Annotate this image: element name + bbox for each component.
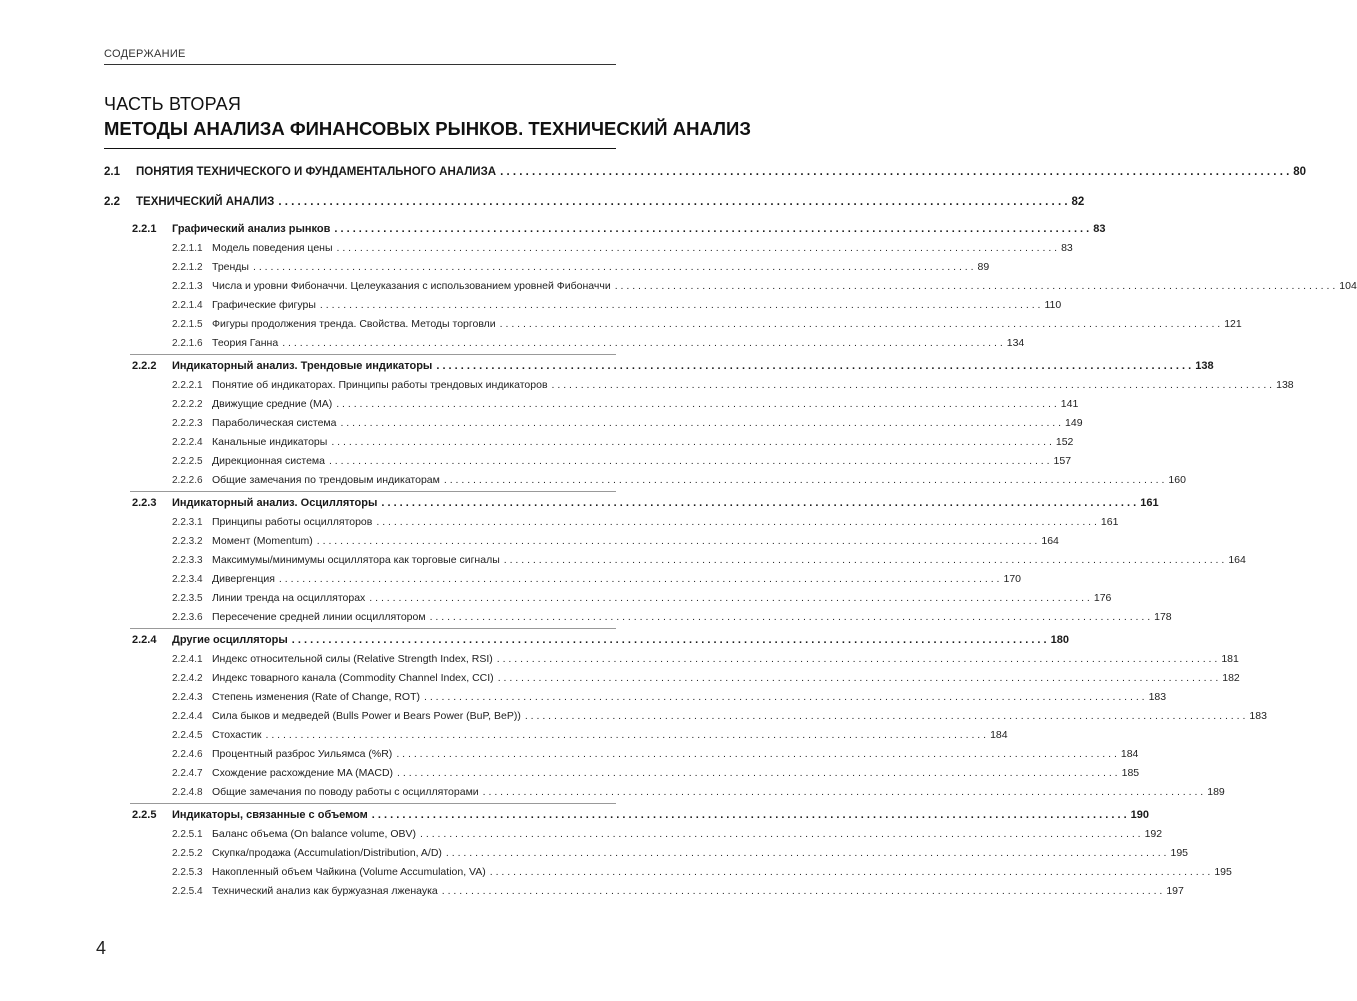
toc-title: Общие замечания по трендовым индикаторам	[212, 474, 440, 486]
toc-page: 164	[1041, 535, 1059, 547]
toc-entry-2-2-3-5[interactable]	[172, 592, 1112, 608]
toc-leader	[552, 379, 1273, 391]
toc-title: Общие замечания по поводу работы с осцилляторами	[212, 786, 479, 798]
toc-page: 152	[1055, 436, 1074, 448]
toc-title: Пересечение средней линии осциллятором	[212, 611, 426, 623]
toc-leader	[266, 729, 987, 741]
toc-title: Теория Ганна	[212, 337, 279, 349]
toc-page: 160	[1168, 474, 1186, 486]
page-number: 4	[96, 938, 107, 958]
toc-title: Сила быков и медведей (Bulls Power и Bears Power (BuP, BeP))	[212, 710, 521, 722]
toc-title: Другие осцилляторы	[172, 634, 288, 646]
toc-title: Графический анализ рынков	[172, 223, 331, 235]
toc-number: 2.2.1.6	[172, 338, 203, 349]
toc-number: 2.2.3.5	[172, 593, 203, 604]
toc-number: 2.2.1.1	[172, 243, 203, 254]
toc-page: 134	[1006, 337, 1025, 349]
toc-leader	[500, 166, 1289, 178]
toc-leader	[444, 474, 1165, 486]
toc-title: ТЕХНИЧЕСКИЙ АНАЛИЗ	[136, 196, 275, 208]
toc-title: Индикаторный анализ. Осцилляторы	[172, 497, 378, 509]
toc-entry-2-2-4-3[interactable]	[172, 691, 1167, 707]
toc-entry-2-2-1-1[interactable]	[172, 242, 1073, 258]
toc-title: Индикаторный анализ. Трендовые индикаторы	[172, 360, 433, 372]
toc-entry-2-2-4-2[interactable]	[172, 672, 1240, 688]
toc-leader	[446, 847, 1167, 859]
toc-entry-2-2-1-5[interactable]	[172, 318, 1242, 334]
toc-title: Дивергенция	[212, 573, 275, 585]
toc-number: 2.2.4.2	[172, 673, 203, 684]
toc-number: 2.2.4.3	[172, 692, 203, 703]
toc-leader	[397, 767, 1118, 779]
toc-leader	[442, 885, 1163, 897]
toc-page: 181	[1221, 653, 1239, 665]
toc-number: 2.2.3.1	[172, 517, 203, 528]
toc-page: 183	[1148, 691, 1167, 703]
toc-entry-2-2-1-6[interactable]	[172, 337, 1025, 353]
header-rule	[104, 64, 616, 65]
running-header: СОДЕРЖАНИЕ	[104, 48, 186, 60]
toc-page: 182	[1222, 672, 1240, 684]
toc-page: 184	[1120, 748, 1139, 760]
toc-entry-2-2-2[interactable]	[132, 360, 1214, 376]
toc-number: 2.2.2.5	[172, 456, 203, 467]
toc-number: 2.2.4.7	[172, 768, 203, 779]
toc-page: 83	[1061, 242, 1073, 254]
toc-number: 2.2.4.6	[172, 749, 203, 760]
toc-page: 149	[1065, 417, 1083, 429]
toc-title: Индекс товарного канала (Commodity Channel Index, CCI)	[212, 672, 494, 684]
toc-number: 2.2.3.2	[172, 536, 203, 547]
toc-number: 2.2.4.4	[172, 711, 203, 722]
toc-page: 195	[1170, 847, 1189, 859]
group-separator	[130, 491, 616, 492]
toc-page: 104	[1339, 280, 1357, 292]
toc-entry-2-2-5-1[interactable]	[172, 828, 1163, 844]
toc-leader	[253, 261, 974, 273]
toc-leader	[483, 786, 1204, 798]
toc-entry-2-2-2-5[interactable]	[172, 455, 1072, 471]
toc-number: 2.2.3.4	[172, 574, 203, 585]
toc-page: 82	[1071, 196, 1085, 208]
toc-page: 192	[1144, 828, 1163, 840]
toc-entry-2-2-3-4[interactable]	[172, 573, 1022, 589]
toc-entry-2-2-2-3[interactable]	[172, 417, 1083, 433]
toc-number: 2.2.1	[132, 223, 157, 235]
toc-entry-2-2-1-3[interactable]	[172, 280, 1357, 296]
toc-entry-2-2-4-4[interactable]	[172, 710, 1267, 726]
toc-title: Тренды	[212, 261, 249, 273]
toc-entry-2-2-4[interactable]	[132, 634, 1069, 650]
toc-number: 2.2.2.3	[172, 418, 203, 429]
toc-leader	[317, 535, 1038, 547]
toc-entry-2-2-5-4[interactable]	[172, 885, 1184, 901]
toc-page: 138	[1195, 360, 1214, 372]
toc-number: 2.2.5.3	[172, 867, 203, 878]
toc-number: 2.2.2	[132, 360, 157, 372]
toc-title: Индикаторы, связанные с объемом	[172, 809, 368, 821]
toc-page: 121	[1224, 318, 1242, 330]
toc-number: 2.2	[104, 196, 120, 208]
toc-leader	[615, 280, 1336, 292]
toc-entry-2-2-2-6[interactable]	[172, 474, 1186, 490]
toc-leader	[525, 710, 1246, 722]
toc-leader	[331, 436, 1052, 448]
toc-title: Процентный разброс Уильямса (%R)	[212, 748, 393, 760]
toc-leader	[292, 634, 1047, 646]
toc-entry-2-1[interactable]	[104, 166, 1307, 182]
toc-page: 185	[1121, 767, 1140, 779]
toc-title: Модель поведения цены	[212, 242, 333, 254]
toc-page: 178	[1154, 611, 1172, 623]
title-rule	[104, 148, 616, 149]
toc-number: 2.2.1.2	[172, 262, 203, 273]
toc-page: 89	[977, 261, 990, 273]
toc-title: Накопленный объем Чайкина (Volume Accumulation, VA)	[212, 866, 486, 878]
toc-page: 176	[1093, 592, 1112, 604]
toc-number: 2.2.2.2	[172, 399, 203, 410]
toc-page: 80	[1293, 166, 1307, 178]
toc-title: Индекс относительной силы (Relative Strength Index, RSI)	[212, 653, 493, 665]
toc-leader	[340, 417, 1061, 429]
toc-title: Графические фигуры	[212, 299, 316, 311]
toc-leader	[329, 455, 1050, 467]
toc-leader	[337, 242, 1058, 254]
toc-entry-2-2-3-2[interactable]	[172, 535, 1059, 551]
toc-page: 138	[1276, 379, 1294, 391]
toc-leader	[420, 828, 1141, 840]
toc-number: 2.2.1.5	[172, 319, 203, 330]
toc-entry-2-2-3-3[interactable]	[172, 554, 1246, 570]
toc-number: 2.2.1.4	[172, 300, 203, 311]
toc-entry-2-2-4-1[interactable]	[172, 653, 1239, 669]
toc-number: 2.2.2.6	[172, 475, 203, 486]
toc-leader	[381, 497, 1136, 509]
toc-number: 2.2.4.1	[172, 654, 203, 665]
toc-number: 2.2.4.8	[172, 787, 203, 798]
part-label: ЧАСТЬ ВТОРАЯ	[104, 94, 242, 114]
toc-title: Максимумы/минимумы осциллятора как торговые сигналы	[212, 554, 500, 566]
group-separator	[130, 354, 616, 355]
toc-leader	[497, 653, 1218, 665]
toc-title: Момент (Momentum)	[212, 535, 313, 547]
toc-page: 141	[1060, 398, 1079, 410]
toc-entry-2-2-1-2[interactable]	[172, 261, 990, 277]
group-separator	[130, 803, 616, 804]
toc-leader	[334, 223, 1089, 235]
toc-entry-2-2-5-2[interactable]	[172, 847, 1189, 863]
toc-entry-2-2-4-5[interactable]	[172, 729, 1008, 745]
toc-number: 2.2.1.3	[172, 281, 203, 292]
toc-entry-2-2-1-4[interactable]	[172, 299, 1062, 315]
toc-title: ПОНЯТИЯ ТЕХНИЧЕСКОГО И ФУНДАМЕНТАЛЬНОГО АНАЛИЗА	[136, 166, 497, 178]
toc-leader	[424, 691, 1145, 703]
toc-page: 197	[1166, 885, 1184, 897]
toc-title: Стохастик	[212, 729, 262, 741]
toc-page: 189	[1207, 786, 1225, 798]
toc-number: 2.1	[104, 166, 120, 178]
toc-number: 2.2.2.4	[172, 437, 203, 448]
toc-entry-2-2-3[interactable]	[132, 497, 1159, 513]
toc-title: Схождение расхождение MA (MACD)	[212, 767, 394, 779]
toc-title: Фигуры продолжения тренда. Свойства. Методы торговли	[212, 318, 496, 330]
toc-title: Линии тренда на осцилляторах	[212, 592, 366, 604]
toc-leader	[490, 866, 1211, 878]
toc-page: 110	[1044, 299, 1062, 311]
toc-number: 2.2.5.4	[172, 886, 203, 897]
toc-entry-2-2-2-4[interactable]	[172, 436, 1074, 452]
toc-number: 2.2.3.6	[172, 612, 203, 623]
toc-entry-2-2-4-6[interactable]	[172, 748, 1139, 764]
toc-leader	[278, 196, 1067, 208]
toc-leader	[430, 611, 1151, 623]
toc-title: Скупка/продажа (Accumulation/Distribution, A/D)	[212, 847, 442, 859]
toc-leader	[376, 516, 1097, 528]
toc-title: Движущие средние (MA)	[212, 398, 333, 410]
toc-title: Принципы работы осцилляторов	[212, 516, 373, 528]
toc-number: 2.2.5.1	[172, 829, 203, 840]
toc-title: Дирекционная система	[212, 455, 325, 467]
toc-leader	[500, 318, 1221, 330]
toc-number: 2.2.3	[132, 497, 157, 509]
toc-entry-2-2-2-1[interactable]	[172, 379, 1294, 395]
toc-entry-2-2[interactable]	[104, 196, 1085, 212]
toc-entry-2-2-3-6[interactable]	[172, 611, 1172, 627]
toc-number: 2.2.4.5	[172, 730, 203, 741]
toc-title: Баланс объема (On balance volume, OBV)	[212, 828, 417, 840]
toc-entry-2-2-1[interactable]	[132, 223, 1106, 239]
toc-page: 183	[1249, 710, 1267, 722]
toc-leader	[336, 398, 1057, 410]
toc-page: 184	[990, 729, 1008, 741]
toc-title: Канальные индикаторы	[212, 436, 328, 448]
toc-number: 2.2.5	[132, 809, 157, 821]
toc-page: 195	[1214, 866, 1232, 878]
toc-page: 190	[1130, 809, 1150, 821]
toc-page: 83	[1093, 223, 1106, 235]
toc-leader	[498, 672, 1219, 684]
toc-leader	[320, 299, 1041, 311]
toc-page: 157	[1053, 455, 1072, 467]
toc-entry-2-2-2-2[interactable]	[172, 398, 1079, 414]
toc-entry-2-2-4-7[interactable]	[172, 767, 1140, 783]
toc-title: Степень изменения (Rate of Change, ROT)	[212, 691, 421, 703]
toc-number: 2.2.5.2	[172, 848, 203, 859]
toc-page: 161	[1100, 516, 1119, 528]
toc-entry-2-2-3-1[interactable]	[172, 516, 1119, 532]
toc-title: Параболическая система	[212, 417, 337, 429]
toc-number: 2.2.3.3	[172, 555, 203, 566]
toc-number: 2.2.2.1	[172, 380, 203, 391]
toc-number: 2.2.4	[132, 634, 157, 646]
toc-entry-2-2-4-8[interactable]	[172, 786, 1225, 802]
toc-page: 180	[1050, 634, 1069, 646]
toc-leader	[436, 360, 1191, 372]
part-title: МЕТОДЫ АНАЛИЗА ФИНАНСОВЫХ РЫНКОВ. ТЕХНИЧЕСКИЙ АНАЛИЗ	[104, 118, 751, 139]
toc-entry-2-2-5[interactable]	[132, 809, 1150, 825]
toc-page: 161	[1140, 497, 1159, 509]
toc-page: 170	[1003, 573, 1022, 585]
toc-title: Числа и уровни Фибоначчи. Целеуказания с использованием уровней Фибоначчи	[212, 280, 611, 292]
toc-leader	[369, 592, 1090, 604]
toc-leader	[282, 337, 1003, 349]
toc-leader	[372, 809, 1127, 821]
toc-leader	[279, 573, 1000, 585]
toc-entry-2-2-5-3[interactable]	[172, 866, 1232, 882]
toc-leader	[504, 554, 1225, 566]
toc-title: Технический анализ как буржуазная лженаука	[212, 885, 438, 897]
group-separator	[130, 628, 616, 629]
toc-title: Понятие об индикаторах. Принципы работы трендовых индикаторов	[212, 379, 548, 391]
toc-page: 164	[1228, 554, 1246, 566]
toc-leader	[396, 748, 1117, 760]
